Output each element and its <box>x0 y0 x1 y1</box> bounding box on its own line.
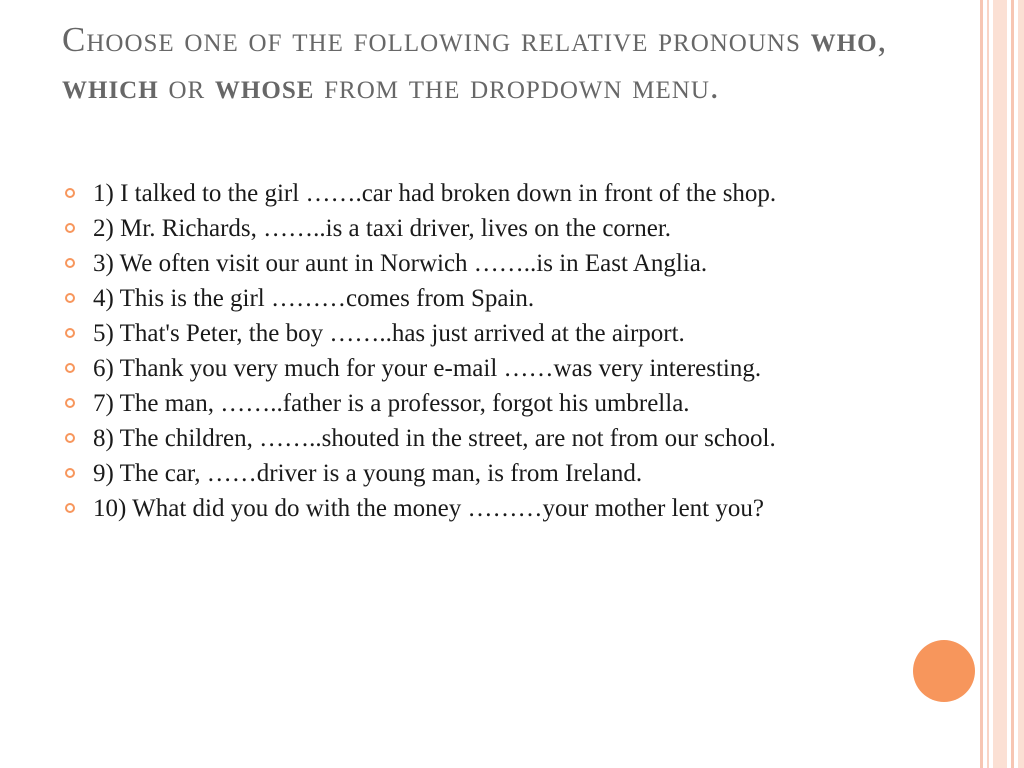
title-text: from the dropdown menu. <box>314 67 720 106</box>
list-item <box>62 390 882 417</box>
bullet-icon <box>65 398 75 408</box>
list-item <box>62 320 882 347</box>
list-item <box>62 215 882 242</box>
slide-title <box>62 16 902 110</box>
list-item-text: 5) That's Peter, the boy ……..has just arrived at the airport. <box>93 320 685 347</box>
stripe <box>993 0 1007 768</box>
title-separator: , <box>877 20 888 59</box>
title-keyword-who: who <box>810 20 878 59</box>
list-item <box>62 355 882 382</box>
list-item-text: 9) The car, ……driver is a young man, is from Ireland. <box>93 460 643 487</box>
stripe <box>987 0 989 768</box>
bullet-icon <box>65 223 75 233</box>
list-item-text: 3) We often visit our aunt in Norwich ……..is in East Anglia. <box>93 250 708 277</box>
title-text: Choose one of the following relative pronouns <box>62 20 811 59</box>
bullet-icon <box>65 258 75 268</box>
list-item <box>62 460 882 487</box>
list-item-text: 8) The children, ……..shouted in the street, are not from our school. <box>93 425 776 452</box>
list-item-text: 2) Mr. Richards, ……..is a taxi driver, lives on the corner. <box>93 215 672 242</box>
stripe <box>1011 0 1014 768</box>
bullet-icon <box>65 188 75 198</box>
stripe <box>1018 0 1024 768</box>
list-item <box>62 180 882 207</box>
title-keyword-which: which <box>62 67 159 106</box>
list-item-text: 1) I talked to the girl …….car had broken down in front of the shop. <box>93 180 777 207</box>
list-item-text: 10) What did you do with the money ………your mother lent you? <box>93 495 764 522</box>
bullet-icon <box>65 293 75 303</box>
list-item <box>62 495 882 522</box>
bullet-icon <box>65 433 75 443</box>
bullet-icon <box>65 363 75 373</box>
list-item-text: 4) This is the girl ………comes from Spain. <box>93 285 535 312</box>
title-separator: or <box>158 67 215 106</box>
bullet-icon <box>65 468 75 478</box>
title-keyword-whose: whose <box>214 67 315 106</box>
bullet-icon <box>65 328 75 338</box>
exercise-list <box>62 180 882 530</box>
list-item <box>62 250 882 277</box>
decorative-circle <box>913 640 975 702</box>
list-item-text: 6) Thank you very much for your e-mail ……was very interesting. <box>93 355 762 382</box>
decorative-stripes <box>980 0 1024 768</box>
list-item <box>62 425 882 452</box>
bullet-icon <box>65 503 75 513</box>
list-item-text: 7) The man, ……..father is a professor, forgot his umbrella. <box>93 390 690 417</box>
stripe <box>980 0 983 768</box>
list-item <box>62 285 882 312</box>
